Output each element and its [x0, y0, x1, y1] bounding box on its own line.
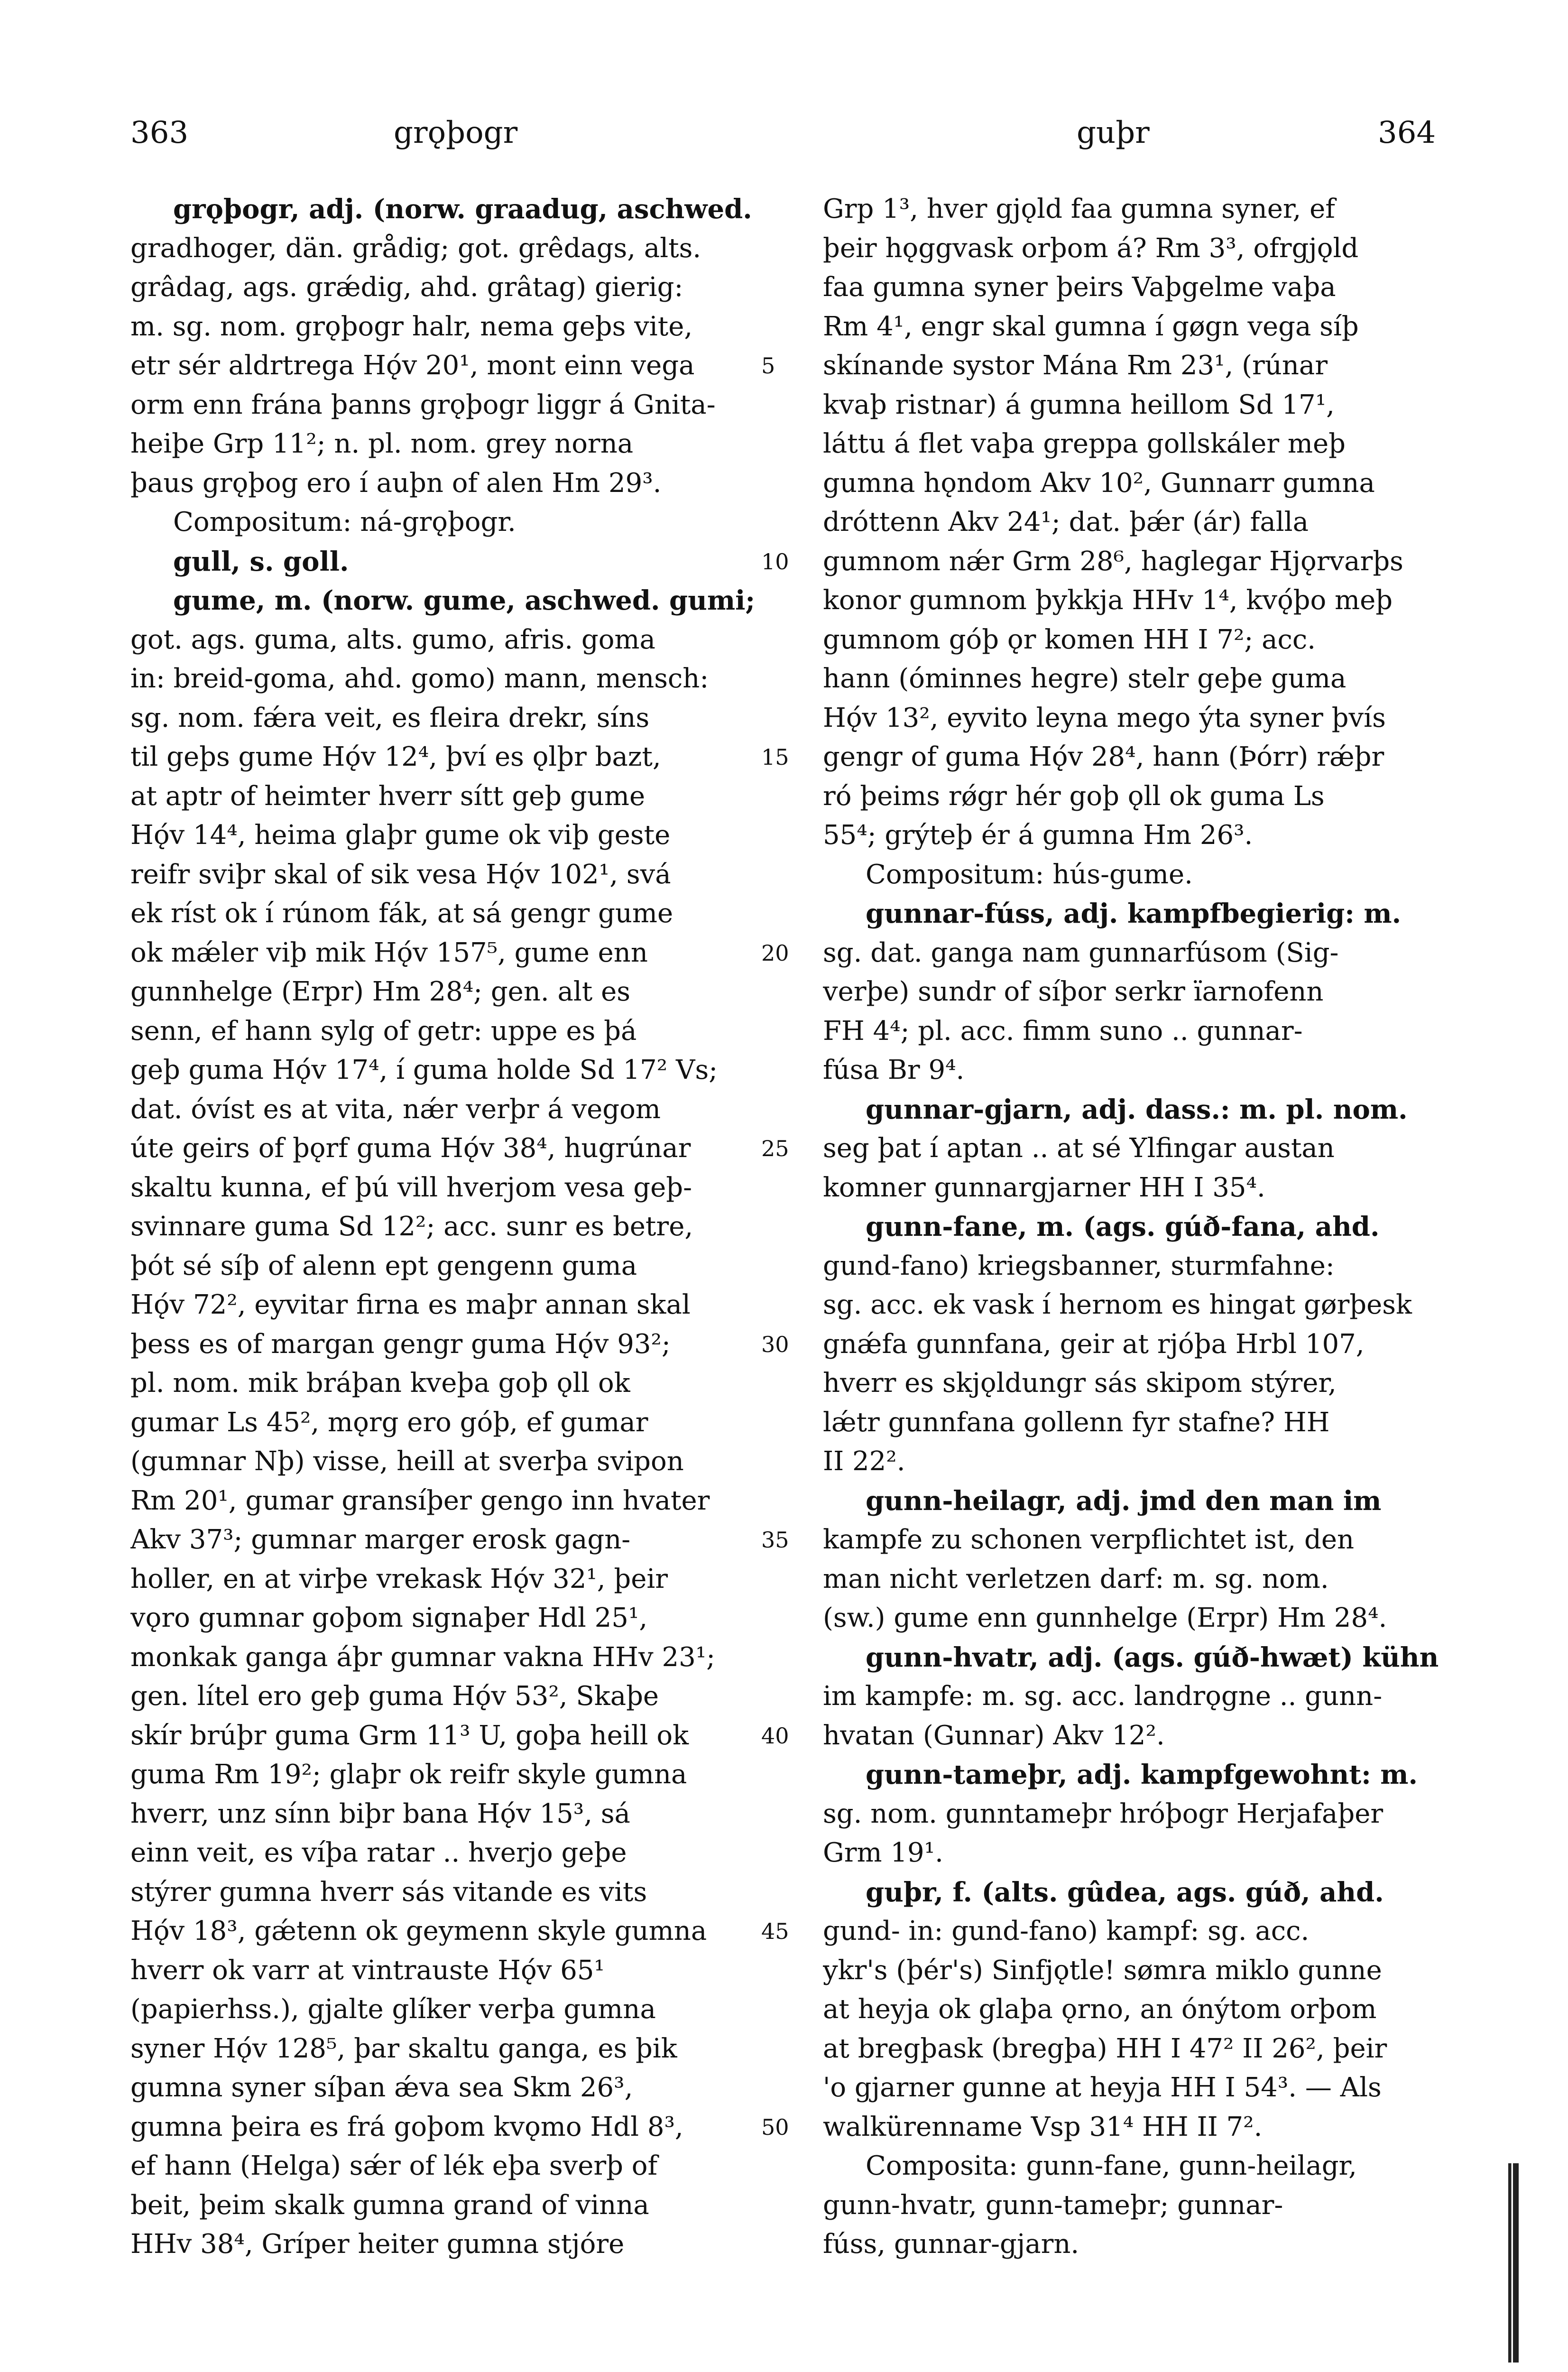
right-column-line: at bregþask (bregþa) HH I 47² II 26², þeir	[823, 2033, 1387, 2064]
right-column-line: þeir hǫggvask orþom á? Rm 3³, ofrgjǫld	[823, 232, 1359, 264]
right-column-line: at heyja ok glaþa ǫrno, an ónýtom orþom	[823, 1994, 1377, 2025]
right-column-line: II 22².	[823, 1446, 905, 1477]
right-column-line: Grm 19¹.	[823, 1837, 943, 1868]
left-column-line: gunnhelge (Erpr) Hm 28⁴; gen. alt es	[130, 976, 630, 1007]
left-column-line: at aptr of heimter hverr sítt geþ gume	[130, 780, 646, 812]
line-number-gutter	[761, 190, 818, 2315]
page-number-right: 364	[1378, 115, 1436, 150]
right-column-line: gunn-heilagr, adj. jmd den man im	[866, 1485, 1382, 1517]
left-column-line: þaus grǫþog ero í auþn of alen Hm 29³.	[130, 467, 662, 499]
right-column-line: 55⁴; grýteþ ér á gumna Hm 26³.	[823, 820, 1253, 851]
right-column-line: faa gumna syner þeirs Vaþgelme vaþa	[823, 272, 1336, 303]
right-column-line: ró þeims rǿgr hér goþ ǫll ok guma Ls	[823, 780, 1325, 812]
right-column-line: kampfe zu schonen verpflichtet ist, den	[823, 1524, 1355, 1555]
left-column-line: Hǫ́v 72², eyvitar firna es maþr annan skal	[130, 1289, 691, 1320]
right-column-line: kvaþ ristnar) á gumna heillom Sd 17¹,	[823, 389, 1335, 420]
left-column-line: skír brúþr guma Grm 11³ U, goþa heill ok	[130, 1720, 689, 1751]
right-column-line: im kampfe: m. sg. acc. landrǫgne .. gunn-	[823, 1681, 1383, 1712]
line-number: 45	[761, 1918, 789, 1944]
page-number-left: 363	[130, 115, 189, 150]
right-column-line: gunn-fane, m. (ags. gúð-fana, ahd.	[866, 1211, 1380, 1242]
left-column-line: einn veit, es víþa ratar .. hverjo geþe	[130, 1837, 627, 1868]
right-column-line: man nicht verletzen darf: m. sg. nom.	[823, 1563, 1329, 1594]
right-column-line: FH 4⁴; pl. acc. fimm suno .. gunnar-	[823, 1015, 1303, 1047]
left-column-line: svinnare guma Sd 12²; acc. sunr es betre,	[130, 1211, 693, 1242]
left-column-line: in: breid-goma, ahd. gomo) mann, mensch:	[130, 663, 709, 694]
left-column-line: stýrer gumna hverr sás vitande es vits	[130, 1876, 647, 1908]
right-column-line: gumnom nǽr Grm 28⁶, haglegar Hjǫrvarþs	[823, 546, 1403, 577]
left-column-line: gume, m. (norw. gume, aschwed. gumi;	[173, 585, 756, 616]
right-column-line: hvatan (Gunnar) Akv 12².	[823, 1720, 1165, 1751]
left-column-line: hverr, unz sínn biþr bana Hǫ́v 15³, sá	[130, 1798, 630, 1829]
right-column-line: Rm 4¹, engr skal gumna í gøgn vega síþ	[823, 311, 1359, 342]
line-number: 15	[761, 744, 789, 770]
right-column-line: walkürenname Vsp 31⁴ HH II 7².	[823, 2111, 1263, 2142]
left-column	[130, 190, 761, 2315]
right-column-line: gengr of guma Hǫ́v 28⁴, hann (Þórr) rǽþr	[823, 741, 1384, 772]
line-number: 30	[761, 1331, 789, 1357]
left-column-line: gen. lítel ero geþ guma Hǫ́v 53², Skaþe	[130, 1681, 659, 1712]
line-number: 40	[761, 1723, 789, 1749]
left-column-line: Akv 37³; gumnar marger erosk gagn-	[130, 1524, 631, 1555]
left-column-line: hverr ok varr at vintrauste Hǫ́v 65¹	[130, 1955, 605, 1986]
left-column-line: til geþs gume Hǫ́v 12⁴, því es ǫlþr bazt,	[130, 741, 661, 772]
left-column-line: m. sg. nom. grǫþogr halr, nema geþs vite,	[130, 311, 693, 342]
right-column-line: gunnar-fúss, adj. kampfbegierig: m.	[866, 898, 1402, 929]
right-column-line: (sw.) gume enn gunnhelge (Erpr) Hm 28⁴.	[823, 1603, 1387, 1633]
left-column-line: gumna syner síþan ǽva sea Skm 26³,	[130, 2072, 633, 2103]
right-column-line: gund-fano) kriegsbanner, sturmfahne:	[823, 1250, 1335, 1281]
left-column-line: sg. nom. fǽra veit, es fleira drekr, síns	[130, 702, 650, 733]
left-column-line: geþ guma Hǫ́v 17⁴, í guma holde Sd 17² Vs;	[130, 1055, 718, 1085]
right-column	[823, 190, 1454, 2315]
left-column-line: gumar Ls 45², mǫrg ero góþ, ef gumar	[130, 1407, 648, 1438]
left-column-line: ef hann (Helga) sǽr of lék eþa sverþ of	[130, 2150, 658, 2181]
left-column-line: Rm 20¹, gumar gransíþer gengo inn hvater	[130, 1485, 710, 1516]
right-column-line: verþe) sundr of síþor serkr ïarnofenn	[823, 976, 1324, 1007]
line-number: 50	[761, 2114, 789, 2140]
right-column-line: gunn-tameþr, adj. kampfgewohnt: m.	[866, 1759, 1418, 1790]
left-column-line: gull, s. goll.	[173, 546, 349, 577]
right-column-line: sg. nom. gunntameþr hróþogr Herjafaþer	[823, 1798, 1384, 1829]
left-column-line: ok mǽler viþ mik Hǫ́v 157⁵, gume enn	[130, 937, 648, 968]
line-number: 20	[761, 940, 789, 966]
right-column-line: sg. dat. ganga nam gunnarfúsom (Sig-	[823, 937, 1339, 968]
left-column-line: skaltu kunna, ef þú vill hverjom vesa geþ-	[130, 1172, 692, 1203]
right-column-line: guþr, f. (alts. gûdea, ags. gúð, ahd.	[866, 1876, 1384, 1908]
right-column-line: Compositum: hús-gume.	[866, 859, 1193, 890]
left-column-line: þess es of margan gengr guma Hǫ́v 93²;	[130, 1328, 671, 1360]
left-column-line: dat. óvíst es at vita, nǽr verþr á vegom	[130, 1093, 661, 1125]
right-column-line: hann (óminnes hegre) stelr geþe guma	[823, 663, 1347, 694]
line-number: 10	[761, 548, 789, 574]
right-column-line: gund- in: gund-fano) kampf: sg. acc.	[823, 1916, 1310, 1946]
left-column-line: reifr sviþr skal of sik vesa Hǫ́v 102¹, svá	[130, 859, 671, 890]
left-column-line: Compositum: ná-grǫþogr.	[173, 507, 516, 537]
left-column-line: etr sér aldrtrega Hǫ́v 20¹, mont einn vega	[130, 350, 695, 381]
page-edge-mark	[1508, 2163, 1519, 2363]
left-column-line: holler, en at virþe vrekask Hǫ́v 32¹, þeir	[130, 1563, 668, 1594]
right-column-line: gumna hǫndom Akv 10², Gunnarr gumna	[823, 467, 1375, 499]
right-column-line: sg. acc. ek vask í hernom es hingat gørþesk	[823, 1289, 1412, 1320]
right-column-line: gumnom góþ ǫr komen HH I 7²; acc.	[823, 624, 1316, 655]
left-column-line: heiþe Grp 11²; n. pl. nom. grey norna	[130, 428, 634, 459]
right-column-line: Hǫ́v 13², eyvito leyna mego ýta syner þvís	[823, 702, 1386, 733]
left-column-line: grǫþogr, adj. (norw. graadug, aschwed.	[173, 194, 752, 225]
left-column-line: syner Hǫ́v 128⁵, þar skaltu ganga, es þik	[130, 2033, 677, 2064]
right-column-line: hverr es skjǫldungr sás skipom stýrer,	[823, 1368, 1337, 1399]
right-column-line: gunnar-gjarn, adj. dass.: m. pl. nom.	[866, 1093, 1408, 1125]
right-column-line: 'o gjarner gunne at heyja HH I 54³. — Als	[823, 2072, 1382, 2103]
left-column-line: Hǫ́v 14⁴, heima glaþr gume ok viþ geste	[130, 820, 671, 851]
right-column-line: lǽtr gunnfana gollenn fyr stafne? HH	[823, 1407, 1330, 1438]
left-column-line: senn, ef hann sylg of getr: uppe es þá	[130, 1015, 637, 1047]
left-column-line: grâdag, ags. grǽdig, ahd. grâtag) gierig:	[130, 272, 683, 303]
left-column-line: gumna þeira es frá goþom kvǫmo Hdl 8³,	[130, 2111, 683, 2142]
right-column-line: gunn-hvatr, gunn-tameþr; gunnar-	[823, 2189, 1283, 2221]
left-column-line: ek ríst ok í rúnom fák, at sá gengr gume	[130, 898, 673, 929]
line-number: 35	[761, 1527, 789, 1553]
right-column-line: fúsa Br 9⁴.	[823, 1055, 965, 1085]
left-column-line: (papierhss.), gjalte glíker verþa gumna	[130, 1994, 656, 2025]
right-column-line: gnǽfa gunnfana, geir at rjóþa Hrbl 107,	[823, 1328, 1365, 1360]
right-column-line: Composita: gunn-fane, gunn-heilagr,	[866, 2150, 1357, 2181]
right-column-line: konor gumnom þykkja HHv 1⁴, kvǫ́þo meþ	[823, 585, 1393, 616]
right-column-line: láttu á flet vaþa greppa gollskáler meþ	[823, 428, 1346, 459]
left-column-line: guma Rm 19²; glaþr ok reifr skyle gumna	[130, 1759, 687, 1790]
running-headword-left: grǫþogr	[394, 115, 518, 150]
right-column-line: dróttenn Akv 24¹; dat. þǽr (ár) falla	[823, 507, 1309, 537]
line-number: 25	[761, 1136, 789, 1161]
left-column-line: pl. nom. mik bráþan kveþa goþ ǫll ok	[130, 1368, 630, 1399]
left-column-line: þót sé síþ of alenn ept gengenn guma	[130, 1250, 637, 1281]
right-column-line: seg þat í aptan .. at sé Ylfingar austan	[823, 1133, 1335, 1164]
left-column-line: gradhoger, dän. grådig; got. grêdags, alts.	[130, 232, 701, 264]
right-column-line: Grp 1³, hver gjǫld faa gumna syner, ef	[823, 194, 1335, 224]
left-column-line: orm enn frána þanns grǫþogr liggr á Gnita-	[130, 389, 716, 420]
left-column-line: vǫro gumnar goþom signaþer Hdl 25¹,	[130, 1603, 648, 1633]
left-column-line: monkak ganga áþr gumnar vakna HHv 23¹;	[130, 1641, 716, 1673]
left-column-line: Hǫ́v 18³, gǽtenn ok geymenn skyle gumna	[130, 1916, 707, 1946]
right-column-line: gunn-hvatr, adj. (ags. gúð-hwæt) kühn	[866, 1641, 1439, 1673]
left-column-line: úte geirs of þǫrf guma Hǫ́v 38⁴, hugrúnar	[130, 1133, 691, 1164]
left-column-line: HHv 38⁴, Gríper heiter gumna stjóre	[130, 2229, 625, 2260]
right-column-line: ykr's (þér's) Sinfjǫtle! sømra miklo gunne	[823, 1955, 1382, 1986]
running-headword-right: guþr	[1077, 115, 1150, 150]
line-number: 5	[761, 353, 775, 379]
right-column-line: komner gunnargjarner HH I 35⁴.	[823, 1172, 1265, 1203]
right-column-line: skínande systor Mána Rm 23¹, (rúnar	[823, 350, 1328, 381]
left-column-line: beit, þeim skalk gumna grand of vinna	[130, 2189, 649, 2221]
left-column-line: got. ags. guma, alts. gumo, afris. goma	[130, 624, 655, 655]
left-column-line: (gumnar Nþ) visse, heill at sverþa svipon	[130, 1446, 684, 1477]
right-column-line: fúss, gunnar-gjarn.	[823, 2229, 1079, 2260]
